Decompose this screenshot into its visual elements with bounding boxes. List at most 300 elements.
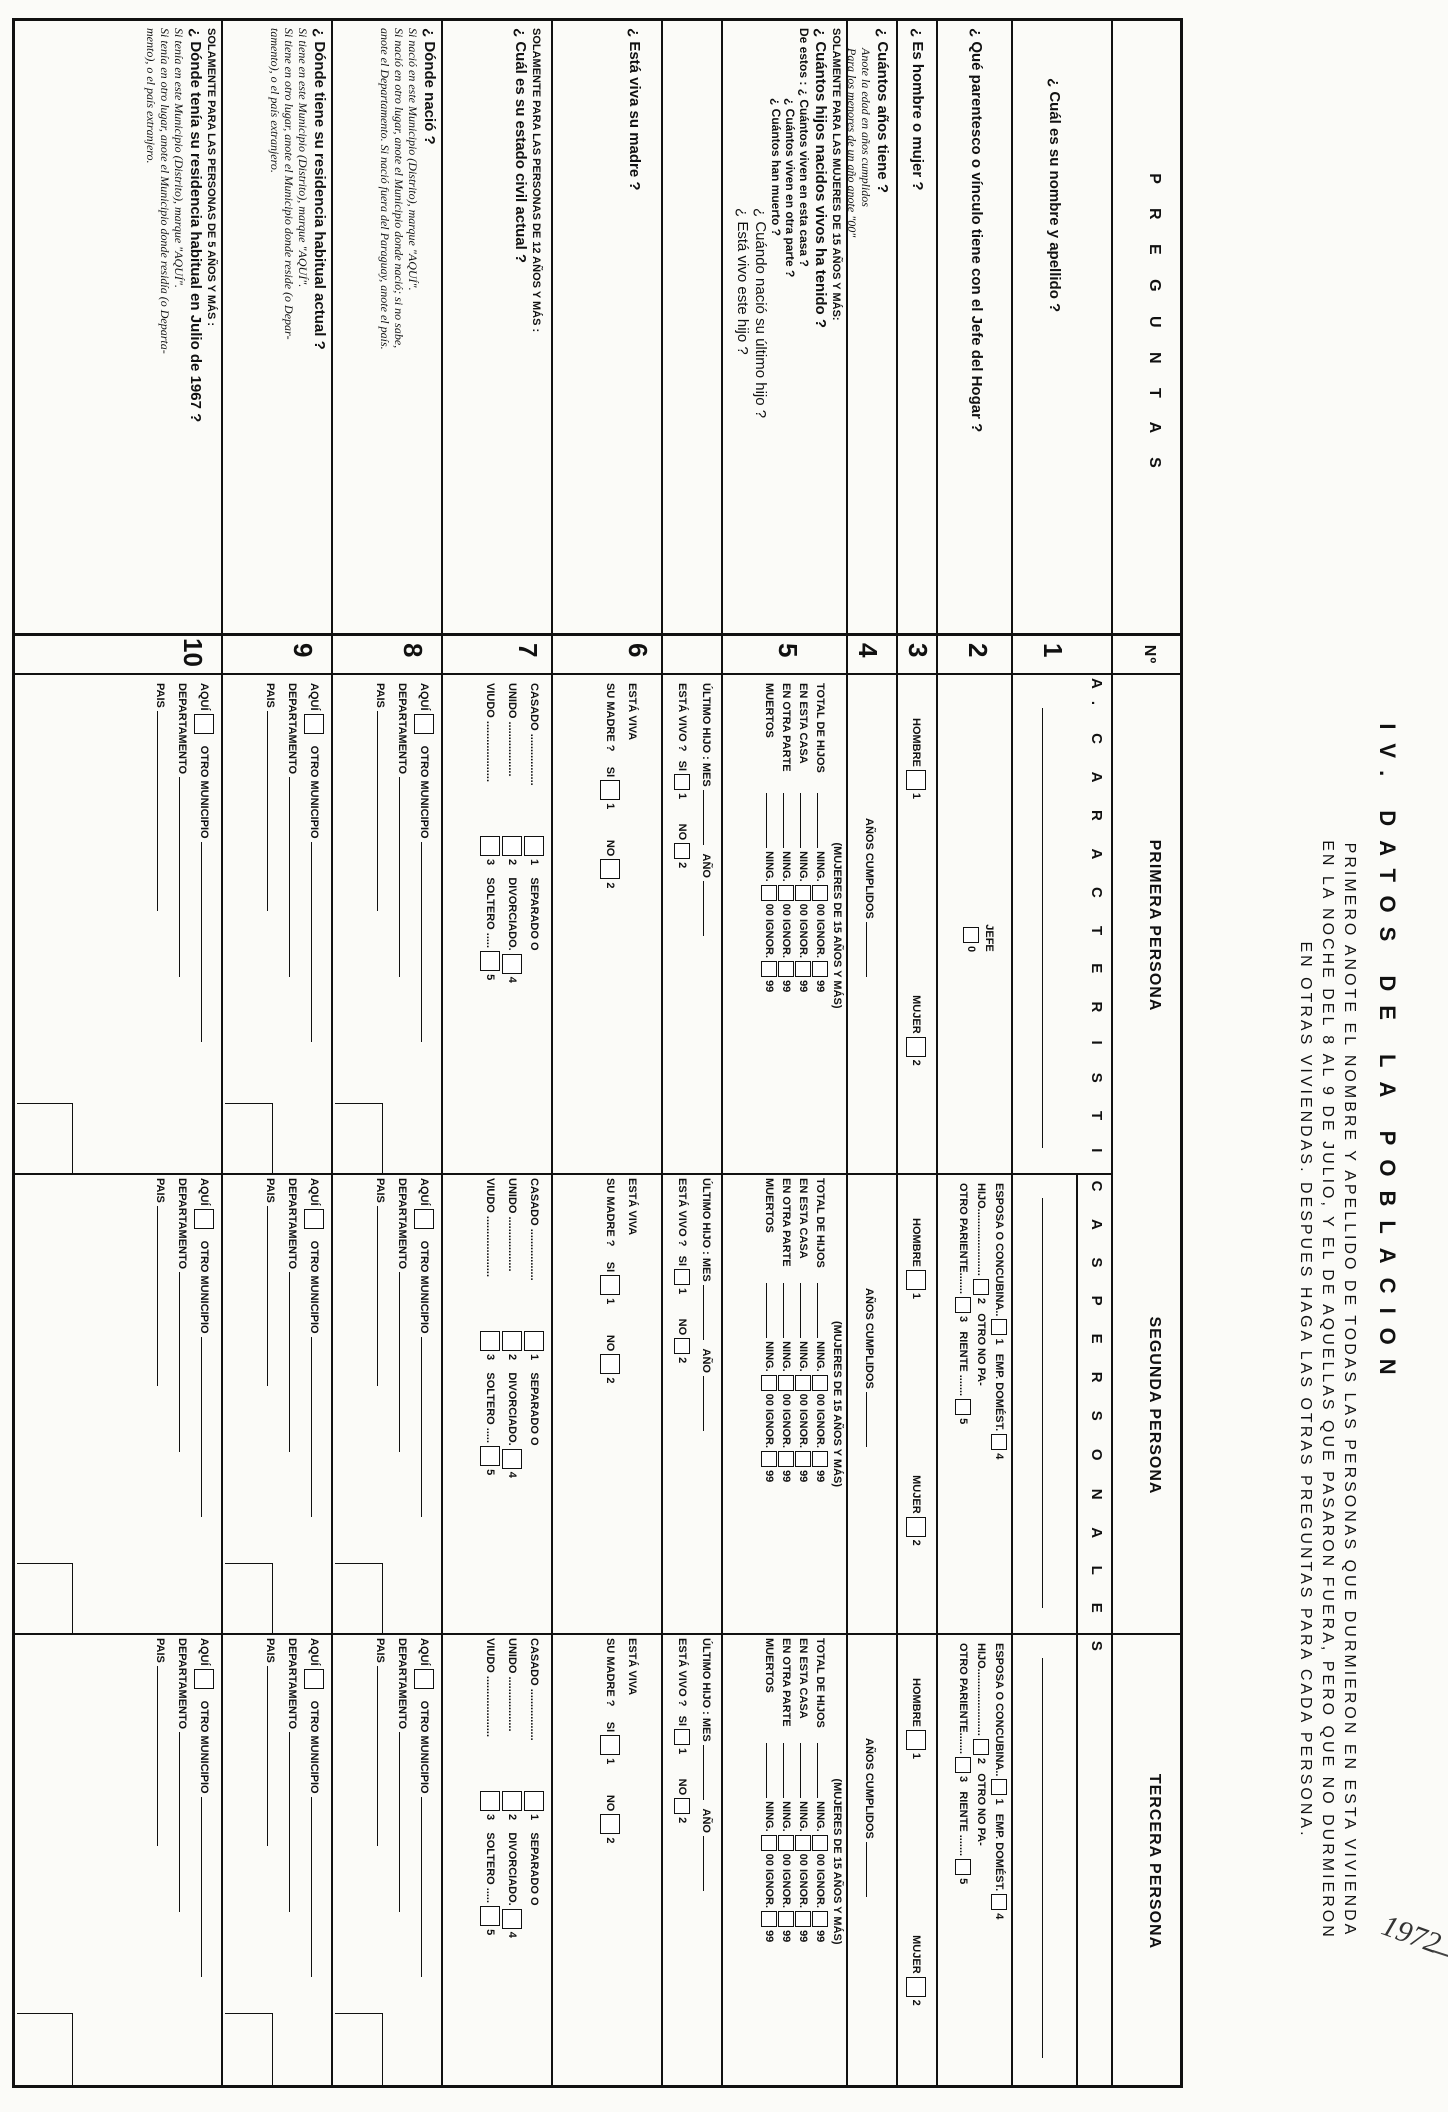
age-field-3 — [860, 1738, 878, 2068]
question-number-1: 1 — [1038, 643, 1068, 658]
label: NING. — [797, 1801, 809, 1832]
label: DEPARTAMENTO — [176, 683, 188, 775]
label: PAIS — [154, 683, 166, 708]
code: 1 — [676, 1288, 688, 1295]
question-10: ¿ Dónde tenía su residencia habitual en Julio de 1967 ? — [187, 28, 204, 423]
label: DEPARTAMENTO — [286, 1178, 298, 1270]
question-9: ¿ Dónde tiene su residencia habitual actual ? — [311, 28, 328, 350]
checkbox[interactable] — [812, 961, 828, 977]
checkbox[interactable] — [973, 1739, 989, 1755]
input[interactable] — [179, 1272, 190, 1452]
checkbox[interactable] — [480, 1446, 500, 1466]
label: VIUDO .................... — [484, 683, 496, 783]
label: NO — [676, 1318, 688, 1336]
checkbox[interactable] — [973, 1279, 989, 1295]
label: IGNOR. — [763, 1408, 775, 1449]
question-9-block — [268, 28, 328, 628]
children-block-1 — [760, 683, 845, 1168]
input[interactable] — [783, 1283, 794, 1338]
code: 1 — [993, 1338, 1005, 1345]
checkbox[interactable] — [600, 780, 620, 800]
input[interactable] — [311, 1797, 322, 1977]
checkbox[interactable] — [674, 1798, 690, 1814]
code: 1 — [604, 1758, 616, 1765]
coding-box — [225, 1563, 273, 1633]
question-5-sub-label: De estos : — [797, 28, 811, 86]
mother-alive-2 — [599, 1178, 643, 1630]
checkbox[interactable] — [480, 1906, 500, 1926]
label: SU MADRE ? — [604, 1178, 616, 1247]
checkbox[interactable] — [194, 1669, 214, 1689]
question-5b: ¿ Cuándo nació su último hijo ? — [752, 208, 769, 419]
question-2: ¿ Qué parentesco o vínculo tiene con el Jefe del Hogar ? — [968, 28, 985, 433]
input[interactable] — [399, 1732, 410, 1912]
parentesco-options-3 — [954, 1643, 1008, 2083]
checkbox[interactable] — [795, 885, 811, 901]
coding-box — [17, 2013, 73, 2085]
label: OTRO MUNICIPIO — [198, 1240, 210, 1334]
code: 99 — [780, 1930, 792, 1943]
label: EN OTRA PARTE — [780, 683, 792, 772]
checkbox[interactable] — [955, 1399, 971, 1415]
mujer-checkbox[interactable] — [906, 1977, 926, 1997]
checkbox[interactable] — [761, 1375, 777, 1391]
checkbox[interactable] — [480, 836, 500, 856]
checkbox[interactable] — [674, 843, 690, 859]
label: TOTAL DE HIJOS — [814, 683, 826, 773]
code: 5 — [484, 1469, 496, 1476]
input[interactable] — [179, 1732, 190, 1912]
code: 00 — [797, 903, 809, 916]
instruction-line: EN LA NOCHE DEL 8 AL 9 DE JULIO, Y EL DE AQUELLAS QUE PASARON FUERA, PERO QUE NO DURMIERON — [1319, 840, 1336, 1940]
input[interactable] — [311, 842, 322, 1042]
label: CASADO ................. — [528, 1638, 540, 1741]
label: IGNOR. — [780, 1868, 792, 1909]
input[interactable] — [800, 1283, 811, 1338]
label: ESTÁ VIVA — [626, 1178, 638, 1236]
checkbox[interactable] — [600, 1275, 620, 1295]
sex-options-3 — [906, 1678, 926, 2083]
question-10-pre: SOLAMENTE PARA LAS PERSONAS DE 5 AÑOS Y MÁS : — [205, 28, 217, 327]
label: IGNOR. — [814, 918, 826, 959]
coding-box — [225, 1103, 273, 1173]
jefe-option — [962, 878, 998, 998]
input[interactable] — [289, 1732, 300, 1912]
code: 00 — [780, 1393, 792, 1406]
mujer-checkbox[interactable] — [906, 1037, 926, 1057]
checkbox[interactable] — [812, 1911, 828, 1927]
checkbox[interactable] — [991, 1434, 1007, 1450]
jefe-checkbox[interactable] — [963, 927, 979, 943]
label: OTRO MUNICIPIO — [198, 745, 210, 839]
label: IGNOR. — [763, 918, 775, 959]
input[interactable] — [201, 1797, 212, 1977]
column-header-preguntas: P R E G U N T A S — [1146, 173, 1163, 478]
label: CASADO ................. — [528, 683, 540, 786]
otro-pariente-label: OTRO PARIENTE....... — [957, 1643, 969, 1755]
hombre-checkbox[interactable] — [906, 1270, 926, 1290]
sex-options-2 — [906, 1218, 926, 1628]
label: SI — [676, 760, 688, 772]
label: EN OTRA PARTE — [780, 1638, 792, 1727]
code: 00 — [814, 1853, 826, 1866]
code: 2 — [975, 1757, 987, 1765]
birthplace-1 — [369, 683, 435, 1168]
label: TOTAL DE HIJOS — [814, 1638, 826, 1728]
label: NO — [676, 823, 688, 841]
checkbox[interactable] — [761, 1911, 777, 1927]
label: NING. — [814, 851, 826, 882]
question-8-inst3: anote el Departamento. Si nació fuera del Paraguay, anote el país. — [378, 28, 392, 350]
column-header-tercera: TERCERA PERSONA — [1146, 1773, 1163, 1950]
checkbox[interactable] — [778, 1451, 794, 1467]
input[interactable] — [289, 1272, 300, 1452]
label: PAIS — [374, 683, 386, 708]
checkbox[interactable] — [480, 951, 500, 971]
input[interactable] — [421, 842, 432, 1042]
input[interactable] — [783, 1743, 794, 1798]
label: NO — [604, 1334, 616, 1352]
checkbox[interactable] — [812, 1835, 828, 1851]
label: ÚLTIMO HIJO : MES — [700, 1178, 712, 1282]
mujer-checkbox[interactable] — [906, 1517, 926, 1537]
checkbox[interactable] — [778, 1375, 794, 1391]
checkbox[interactable] — [778, 1911, 794, 1927]
question-1: ¿ Cuál es su nombre y apellido ? — [1046, 78, 1063, 313]
checkbox[interactable] — [761, 885, 777, 901]
checkbox[interactable] — [795, 1911, 811, 1927]
coding-box — [17, 1563, 73, 1633]
input[interactable] — [817, 793, 828, 848]
emp-label: EMP. DOMÉST. — [993, 1813, 1005, 1892]
code: 99 — [763, 1930, 775, 1943]
checkbox[interactable] — [502, 1791, 522, 1811]
input[interactable] — [267, 1666, 278, 1846]
checkbox[interactable] — [304, 714, 324, 734]
checkbox[interactable] — [502, 954, 522, 974]
code: 99 — [814, 980, 826, 993]
input[interactable] — [157, 1206, 168, 1386]
label: DEPARTAMENTO — [396, 1638, 408, 1730]
label: AQUÍ — [198, 1638, 210, 1666]
input[interactable] — [201, 842, 212, 1042]
input[interactable] — [783, 793, 794, 848]
input[interactable] — [766, 793, 777, 848]
age-input[interactable] — [866, 922, 877, 977]
mujer-label: MUJER — [910, 1935, 923, 1974]
label: DIVORCIADO. — [506, 877, 518, 951]
label: AÑO — [700, 1348, 712, 1373]
label: IGNOR. — [797, 1868, 809, 1909]
year-input[interactable] — [703, 881, 714, 936]
input[interactable] — [201, 1337, 212, 1517]
code: 1 — [910, 1752, 923, 1760]
checkbox[interactable] — [480, 1331, 500, 1351]
code: 2 — [506, 859, 518, 866]
question-number-4: 4 — [853, 643, 883, 658]
last-child-block-1 — [670, 683, 718, 1168]
label: MUERTOS — [763, 1638, 775, 1693]
code: 00 — [814, 1393, 826, 1406]
label: NING. — [763, 1801, 775, 1832]
checkbox[interactable] — [812, 885, 828, 901]
label: PAIS — [154, 1178, 166, 1203]
label: EN ESTA CASA — [797, 1178, 809, 1259]
checkbox[interactable] — [761, 1451, 777, 1467]
checkbox[interactable] — [304, 1669, 324, 1689]
checkbox[interactable] — [524, 836, 544, 856]
code: 99 — [780, 980, 792, 993]
code: 00 — [797, 1853, 809, 1866]
hombre-checkbox[interactable] — [906, 770, 926, 790]
input[interactable] — [311, 1337, 322, 1517]
coding-box — [17, 1103, 73, 1173]
checkbox[interactable] — [778, 885, 794, 901]
label: MUERTOS — [763, 683, 775, 738]
label: IGNOR. — [814, 1408, 826, 1449]
mujer-label: MUJER — [910, 1475, 923, 1514]
question-5: ¿ Cuántos hijos nacidos vivos ha tenido ? — [812, 28, 829, 329]
label: AQUÍ — [308, 1178, 320, 1206]
checkbox[interactable] — [761, 1835, 777, 1851]
label: AQUÍ — [418, 1638, 430, 1666]
input[interactable] — [766, 1283, 777, 1338]
input[interactable] — [766, 1743, 777, 1798]
input[interactable] — [817, 1283, 828, 1338]
checkbox[interactable] — [795, 1451, 811, 1467]
mother-alive-3 — [599, 1638, 643, 2085]
checkbox[interactable] — [194, 714, 214, 734]
label: DEPARTAMENTO — [396, 1178, 408, 1270]
label: ÚLTIMO HIJO : MES — [700, 683, 712, 787]
code: 2 — [975, 1297, 987, 1305]
code: 99 — [780, 1470, 792, 1483]
label: NING. — [814, 1341, 826, 1372]
code: 2 — [676, 1357, 688, 1364]
label: OTRO MUNICIPIO — [418, 1240, 430, 1334]
label: PAIS — [264, 1178, 276, 1203]
checkbox[interactable] — [480, 1791, 500, 1811]
code: 99 — [763, 980, 775, 993]
month-input[interactable] — [703, 1745, 714, 1800]
input[interactable] — [399, 777, 410, 977]
anos-label: AÑOS CUMPLIDOS — [863, 1288, 875, 1389]
label: DEPARTAMENTO — [286, 1638, 298, 1730]
checkbox[interactable] — [414, 1209, 434, 1229]
label: ESTÁ VIVO ? — [676, 683, 688, 752]
checkbox[interactable] — [502, 836, 522, 856]
name-field-3[interactable] — [1042, 1658, 1043, 2058]
riente-label: RIENTE ....... — [957, 1791, 969, 1857]
code: 00 — [763, 1853, 775, 1866]
input[interactable] — [377, 1206, 388, 1386]
label: SOLTERO ..... — [484, 1372, 496, 1444]
checkbox[interactable] — [194, 1209, 214, 1229]
label: AQUÍ — [198, 683, 210, 711]
checkbox[interactable] — [414, 714, 434, 734]
checkbox[interactable] — [795, 961, 811, 977]
code: 2 — [910, 1059, 923, 1066]
checkbox[interactable] — [674, 1269, 690, 1285]
code: 1 — [910, 1292, 923, 1300]
column-header-segunda: SEGUNDA PERSONA — [1146, 1316, 1163, 1495]
checkbox[interactable] — [600, 1735, 620, 1755]
checkbox[interactable] — [812, 1451, 828, 1467]
input[interactable] — [267, 1206, 278, 1386]
input[interactable] — [421, 1797, 432, 1977]
sex-options-1 — [906, 718, 926, 1158]
code: 2 — [910, 1999, 923, 2006]
checkbox[interactable] — [955, 1297, 971, 1313]
age-input[interactable] — [866, 1842, 877, 1897]
input[interactable] — [421, 1337, 432, 1517]
label: NO — [676, 1778, 688, 1796]
label: IGNOR. — [780, 1408, 792, 1449]
checkbox[interactable] — [674, 774, 690, 790]
age-input[interactable] — [866, 1392, 877, 1447]
checkbox[interactable] — [955, 1757, 971, 1773]
month-input[interactable] — [703, 790, 714, 845]
code: 1 — [676, 793, 688, 800]
checkbox[interactable] — [524, 1331, 544, 1351]
input[interactable] — [157, 711, 168, 911]
coding-box — [335, 2013, 383, 2085]
checkbox[interactable] — [991, 1319, 1007, 1335]
label: PAIS — [374, 1638, 386, 1663]
checkbox[interactable] — [761, 961, 777, 977]
input[interactable] — [817, 1743, 828, 1798]
year-input[interactable] — [703, 1836, 714, 1891]
checkbox[interactable] — [600, 859, 620, 879]
checkbox[interactable] — [502, 1449, 522, 1469]
question-6: ¿ Está viva su madre ? — [626, 28, 643, 191]
question-5-sub1: ¿ Cuántos viven en esta casa ? — [797, 88, 811, 267]
checkbox[interactable] — [524, 1791, 544, 1811]
code: 1 — [993, 1798, 1005, 1805]
label: IGNOR. — [797, 1408, 809, 1449]
label: EN OTRA PARTE — [780, 1178, 792, 1267]
input[interactable] — [377, 1666, 388, 1846]
label: CASADO ................. — [528, 1178, 540, 1281]
checkbox[interactable] — [304, 1209, 324, 1229]
input[interactable] — [377, 711, 388, 911]
label: NING. — [797, 851, 809, 882]
input[interactable] — [800, 1743, 811, 1798]
code: 00 — [814, 903, 826, 916]
riente-label: RIENTE ....... — [957, 1331, 969, 1397]
input[interactable] — [800, 793, 811, 848]
code: 1 — [676, 1748, 688, 1755]
age-field-2 — [860, 1288, 878, 1618]
question-number-3: 3 — [903, 643, 933, 658]
checkbox[interactable] — [778, 1835, 794, 1851]
coding-box — [335, 1103, 383, 1173]
checkbox[interactable] — [502, 1909, 522, 1929]
label: OTRO MUNICIPIO — [308, 1240, 320, 1334]
code: 3 — [957, 1776, 969, 1783]
hombre-label: HOMBRE — [910, 1218, 923, 1267]
label: ESTÁ VIVO ? — [676, 1638, 688, 1707]
checkbox[interactable] — [414, 1669, 434, 1689]
code: 3 — [484, 1354, 496, 1361]
checkbox[interactable] — [812, 1375, 828, 1391]
label: NING. — [763, 1341, 775, 1372]
label: EN ESTA CASA — [797, 1638, 809, 1719]
question-10-inst3: mento), o el país extranjero. — [144, 28, 158, 164]
code: 4 — [506, 1931, 518, 1938]
code: 00 — [780, 1853, 792, 1866]
mujeres-note: (MUJERES DE 15 AÑOS Y MÁS) — [831, 1320, 843, 1488]
hombre-label: HOMBRE — [910, 718, 923, 767]
name-field-2[interactable] — [1042, 1198, 1043, 1608]
label: SI — [676, 1255, 688, 1267]
otro-no-label: OTRO NO PA- — [975, 1313, 987, 1386]
hombre-checkbox[interactable] — [906, 1730, 926, 1750]
label: SOLTERO ..... — [484, 877, 496, 949]
input[interactable] — [157, 1666, 168, 1846]
code: 1 — [528, 859, 540, 866]
name-field-1[interactable] — [1042, 708, 1043, 1148]
input[interactable] — [399, 1272, 410, 1452]
marital-status-1 — [479, 683, 545, 1168]
year-input[interactable] — [703, 1376, 714, 1431]
question-5-block — [733, 28, 843, 628]
label: AQUÍ — [418, 1178, 430, 1206]
checkbox[interactable] — [674, 1338, 690, 1354]
question-number-7: 7 — [513, 643, 543, 658]
checkbox[interactable] — [674, 1729, 690, 1745]
question-9-inst1: Si tiene en este Municipio (Distrito), marque "AQUÍ". — [296, 28, 310, 288]
code: 4 — [506, 1471, 518, 1478]
label: SI — [604, 1721, 616, 1733]
checkbox[interactable] — [991, 1894, 1007, 1910]
question-9-inst2: Si tiene en otro lugar, anote el Municipio donde reside (o Depar- — [282, 28, 296, 340]
checkbox[interactable] — [600, 1354, 620, 1374]
esposa-label: ESPOSA O CONCUBINA.. — [993, 1643, 1005, 1777]
label: OTRO MUNICIPIO — [198, 1700, 210, 1794]
input[interactable] — [289, 777, 300, 977]
code: 5 — [484, 1929, 496, 1936]
checkbox[interactable] — [778, 961, 794, 977]
code: 00 — [763, 1393, 775, 1406]
code: 5 — [484, 974, 496, 981]
question-8-inst1: Si nació en este Municipio (Distrito), marque "AQUÍ". — [406, 28, 420, 291]
month-input[interactable] — [703, 1285, 714, 1340]
checkbox[interactable] — [795, 1375, 811, 1391]
label: SI — [604, 1261, 616, 1273]
checkbox[interactable] — [991, 1779, 1007, 1795]
label: NING. — [797, 1341, 809, 1372]
code: 3 — [484, 859, 496, 866]
label: DIVORCIADO. — [506, 1372, 518, 1446]
checkbox[interactable] — [600, 1814, 620, 1834]
label: TOTAL DE HIJOS — [814, 1178, 826, 1268]
question-5-pre: SOLAMENTE PARA LAS MUJERES DE 15 AÑOS Y MÁS: — [830, 28, 842, 321]
question-4-block — [845, 28, 891, 628]
label: PAIS — [154, 1638, 166, 1663]
code: 2 — [506, 1354, 518, 1361]
label: NING. — [763, 851, 775, 882]
checkbox[interactable] — [502, 1331, 522, 1351]
label: AQUÍ — [198, 1178, 210, 1206]
code: 1 — [528, 1354, 540, 1361]
hijo-label: HIJO...................... — [975, 1183, 987, 1276]
checkbox[interactable] — [955, 1859, 971, 1875]
input[interactable] — [267, 711, 278, 911]
input[interactable] — [179, 777, 190, 977]
label: NING. — [814, 1801, 826, 1832]
checkbox[interactable] — [795, 1835, 811, 1851]
